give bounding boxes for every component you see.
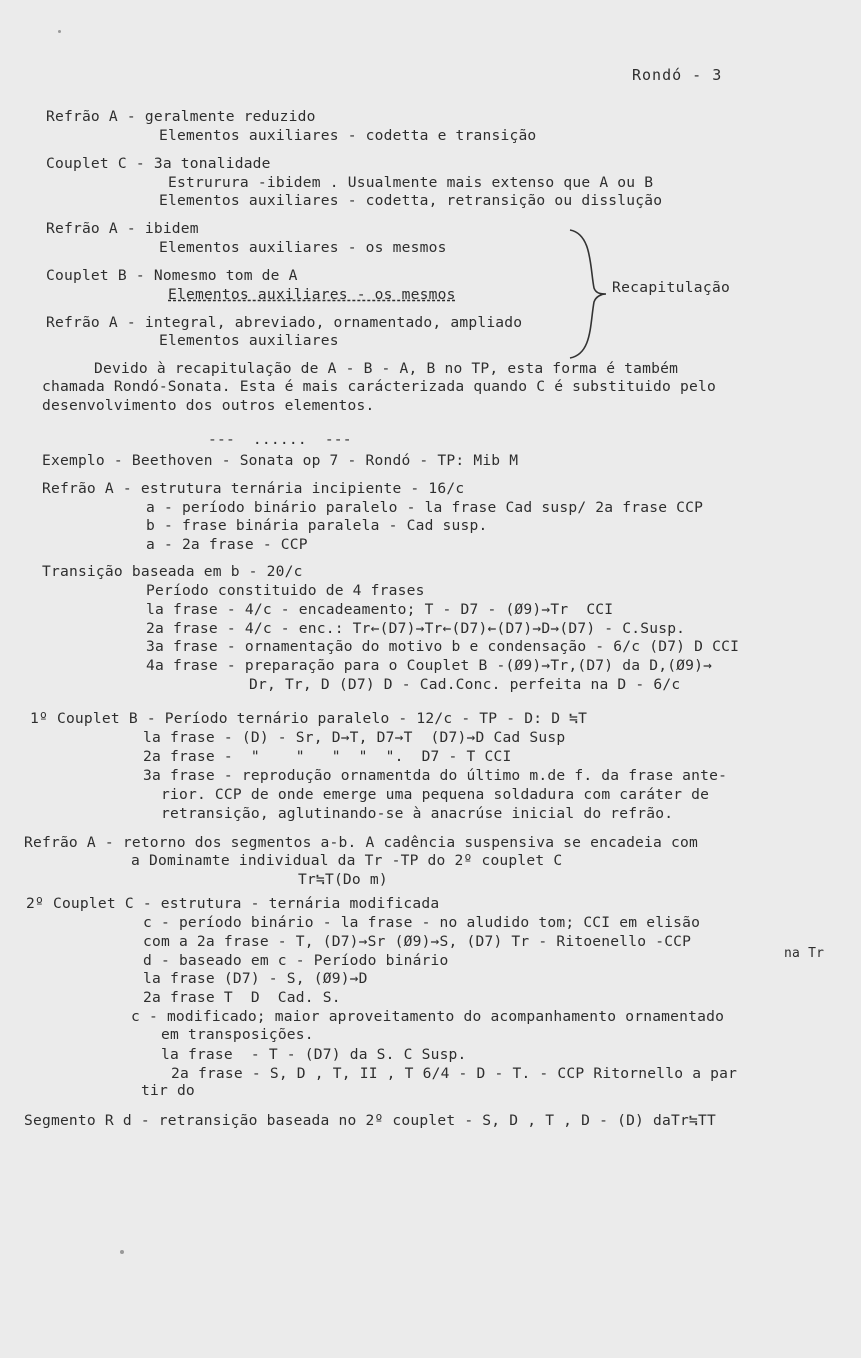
line-39: com a 2a frase - T, (D7)→Sr (Ø9)→S, (D7) Tr - Ritoenello -CCP: [143, 933, 692, 950]
line-25: 3a frase - ornamentação do motivo b e condensação - 6/c (D7) D CCI: [146, 638, 740, 655]
line-31: 3a frase - reprodução ornamentda do último m.de f. da frase ante-: [143, 767, 728, 784]
line-35: a Dominamte individual da Tr -TP do 2º couplet C: [131, 852, 563, 869]
separator: --- ...... ---: [208, 431, 352, 448]
line-29: la frase - (D) - Sr, D→T, D7→T (D7)→D Cad Susp: [143, 729, 566, 746]
page-number: Rondó - 3: [632, 66, 723, 84]
line-24: 2a frase - 4/c - enc.: Tr←(D7)→Tr←(D7)←(D7)→D→(D7) - C.Susp.: [146, 620, 686, 637]
line-38: c - período binário - la frase - no aludido tom; CCI em elisão: [143, 914, 701, 931]
line-2: Elementos auxiliares - codetta e transição: [159, 127, 537, 144]
line-10: Refrão A - integral, abreviado, ornamentado, ampliado: [46, 314, 523, 331]
line-30: 2a frase - " " " " ". D7 - T CCI: [143, 748, 512, 765]
line-12: Devido à recapitulação de A - B - A, B no TP, esta forma é também: [94, 360, 679, 377]
line-37: 2º Couplet C - estrutura - ternária modificada: [26, 895, 440, 912]
line-13: chamada Rondó-Sonata. Esta é mais carácterizada quando C é substituido pelo: [42, 378, 716, 395]
paper-speck: [58, 30, 61, 33]
line-19: b - frase binária paralela - Cad susp.: [146, 517, 488, 534]
line-36: Tr≒T(Do m): [298, 871, 388, 888]
line-34: Refrão A - retorno dos segmentos a-b. A cadência suspensiva se encadeia com: [24, 834, 698, 851]
line-1: Refrão A - geralmente reduzido: [46, 108, 316, 125]
line-17: Refrão A - estrutura ternária incipiente - 16/c: [42, 480, 465, 497]
line-49: Segmento R d - retransição baseada no 2º couplet - S, D , T , D - (D) daTr≒TT: [24, 1112, 716, 1129]
line-22: Período constituido de 4 frases: [146, 582, 425, 599]
line-27: Dr, Tr, D (D7) D - Cad.Conc. perfeita na D - 6/c: [249, 676, 681, 693]
line-20: a - 2a frase - CCP: [146, 536, 308, 553]
recapitulation-label: Recapitulação: [612, 279, 731, 296]
line-14: desenvolvimento dos outros elementos.: [42, 397, 375, 414]
line-6: Refrão A - ibidem: [46, 220, 199, 237]
line-5: Elementos auxiliares - codetta, retransição ou disslução: [159, 192, 663, 209]
line-4: Estrurura -ibidem . Usualmente mais extenso que A ou B: [168, 174, 654, 191]
line-23: la frase - 4/c - encadeamento; T - D7 - (Ø9)→Tr CCI: [146, 601, 614, 618]
line-16: Exemplo - Beethoven - Sonata op 7 - Rondó - TP: Mib M: [42, 452, 519, 469]
line-33: retransição, aglutinando-se à anacrúse inicial do refrão.: [161, 805, 674, 822]
line-26: 4a frase - preparação para o Couplet B -(Ø9)→Tr,(D7) da D,(Ø9)→: [146, 657, 713, 674]
line-43: 2a frase T D Cad. S.: [143, 989, 341, 1006]
line-47: 2a frase - S, D , T, II , T 6/4 - D - T. - CCP Ritornello a par: [171, 1065, 738, 1082]
line-11: Elementos auxiliares: [159, 332, 339, 349]
line-7: Elementos auxiliares - os mesmos: [159, 239, 447, 256]
line-21: Transição baseada em b - 20/c: [42, 563, 303, 580]
line-41: d - baseado em c - Período binário: [143, 952, 449, 969]
line-28: 1º Couplet B - Período ternário paralelo - 12/c - TP - D: D ≒T: [30, 710, 588, 727]
recapitulation-brace: [568, 228, 608, 360]
line-8: Couplet B - Nomesmo tom de A: [46, 267, 298, 284]
line-9: Elementos auxiliares - os mesmos: [168, 286, 456, 303]
line-40: na Tr: [784, 946, 825, 961]
line-45: em transposições.: [161, 1026, 314, 1043]
line-44: c - modificado; maior aproveitamento do acompanhamento ornamentado: [131, 1008, 725, 1025]
line-32: rior. CCP de onde emerge uma pequena soldadura com caráter de: [161, 786, 710, 803]
line-3: Couplet C - 3a tonalidade: [46, 155, 271, 172]
line-48: tir do: [141, 1082, 195, 1099]
line-18: a - período binário paralelo - la frase Cad susp/ 2a frase CCP: [146, 499, 704, 516]
paper-speck: [120, 1250, 124, 1254]
line-42: la frase (D7) - S, (Ø9)→D: [143, 970, 368, 987]
line-46: la frase - T - (D7) da S. C Susp.: [161, 1046, 467, 1063]
